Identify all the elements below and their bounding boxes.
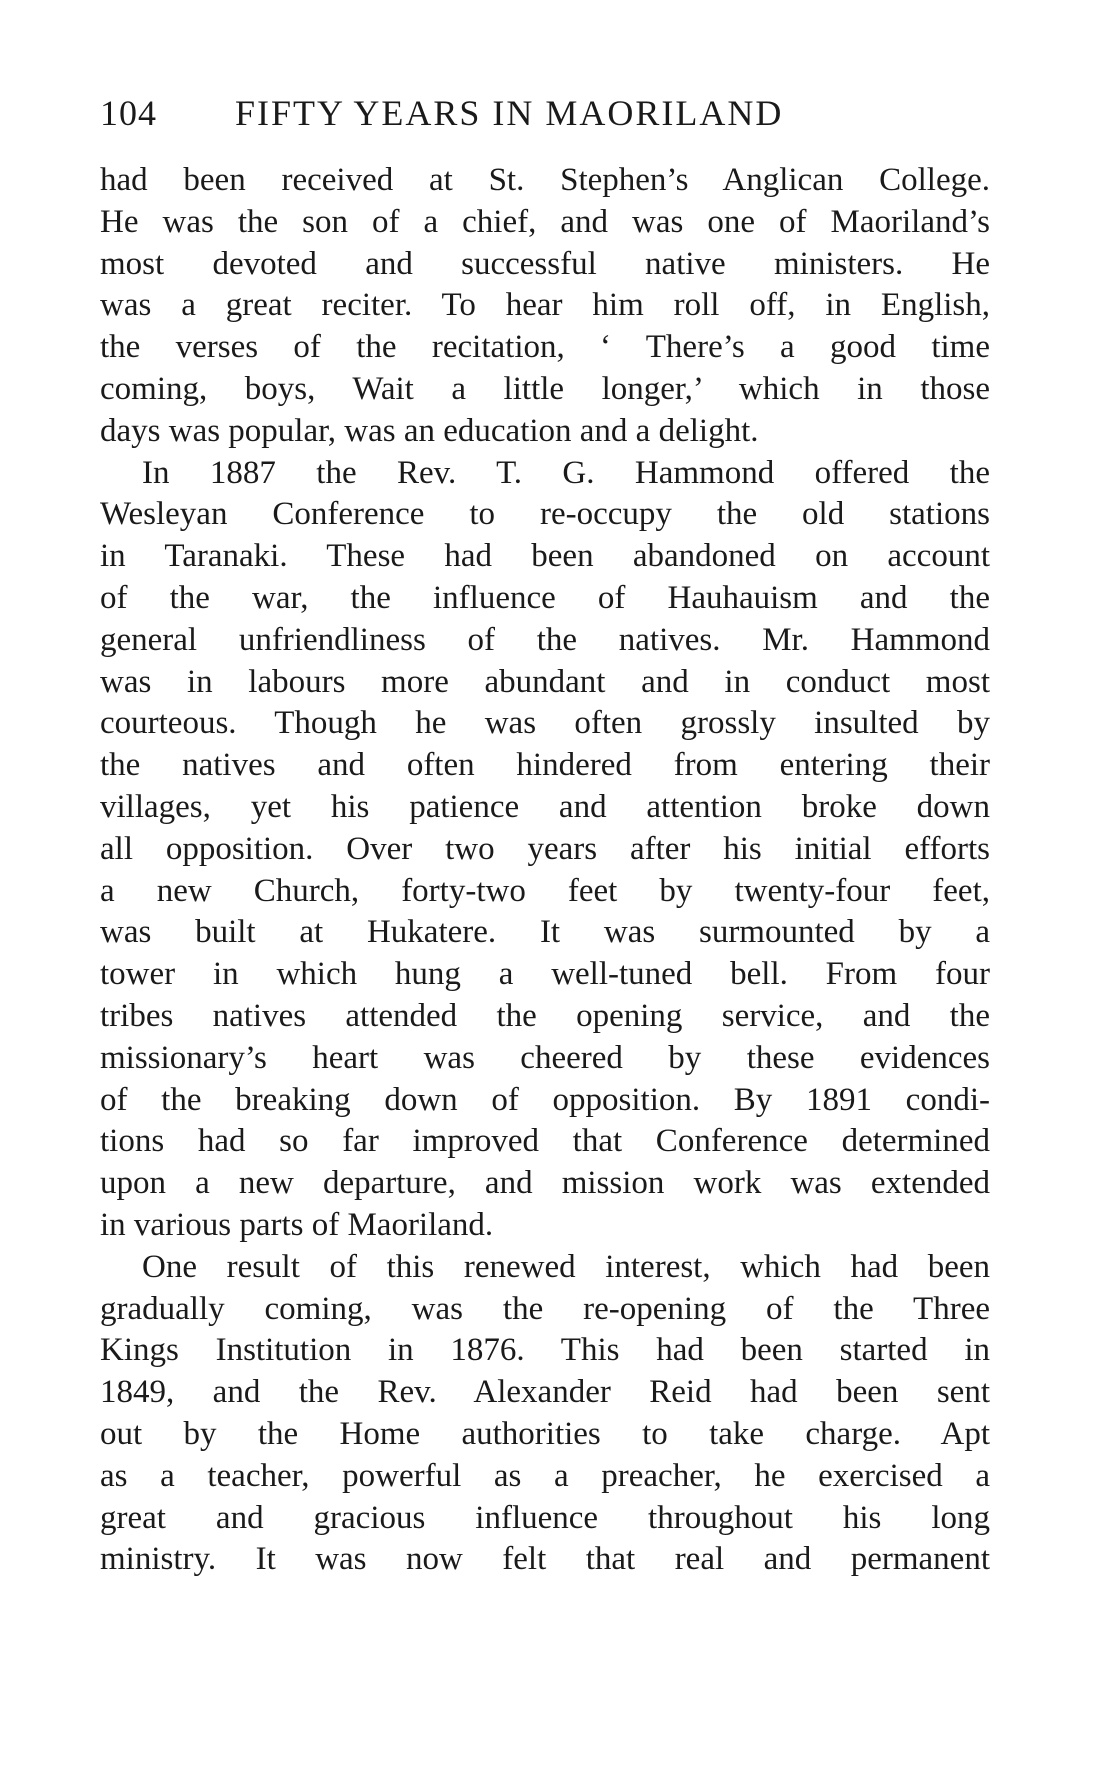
running-head	[100, 92, 1000, 142]
text-line: the natives and often hindered from entering their	[100, 747, 990, 784]
text-line: Wesleyan Conference to re-occupy the old stations	[100, 496, 990, 533]
text-line: of the breaking down of opposition. By 1891 condi-	[100, 1081, 990, 1118]
text-line: in Taranaki. These had been abandoned on account	[100, 538, 990, 575]
text-line: in various parts of Maoriland.	[100, 1206, 494, 1243]
text-line: coming, boys, Wait a little longer,’ which in those	[100, 370, 990, 407]
text-line: He was the son of a chief, and was one of Maoriland’s	[100, 203, 990, 240]
text-line: Kings Institution in 1876. This had been started in	[100, 1332, 990, 1369]
text-line: general unfriendliness of the natives. Mr. Hammond	[100, 621, 990, 658]
text-line: gradually coming, was the re-opening of the Three	[100, 1290, 990, 1327]
text-line: out by the Home authorities to take charge. Apt	[100, 1415, 990, 1452]
text-line: days was popular, was an education and a delight.	[100, 412, 759, 449]
text-line: upon a new departure, and mission work was extended	[100, 1165, 990, 1202]
text-line: had been received at St. Stephen’s Anglican College.	[100, 162, 990, 198]
text-line: as a teacher, powerful as a preacher, he exercised a	[100, 1457, 990, 1494]
text-line: was built at Hukatere. It was surmounted by a	[100, 914, 990, 951]
text-line: of the war, the influence of Hauhauism and the	[100, 579, 990, 616]
paragraph-start-line: In 1887 the Rev. T. G. Hammond offered the	[142, 454, 990, 491]
text-line: all opposition. Over two years after his initial efforts	[100, 830, 990, 867]
running-title: FIFTY YEARS IN MAORILAND	[235, 93, 784, 133]
page-number: 104	[100, 93, 157, 133]
text-line: was a great reciter. To hear him roll off, in English,	[100, 287, 990, 324]
text-line: was in labours more abundant and in conduct most	[100, 663, 990, 700]
text-line: 1849, and the Rev. Alexander Reid had been sent	[100, 1374, 990, 1411]
text-line: ministry. It was now felt that real and permanent	[100, 1541, 990, 1578]
text-line: courteous. Though he was often grossly insulted by	[100, 705, 990, 742]
text-line: villages, yet his patience and attention broke down	[100, 788, 990, 825]
text-line: great and gracious influence throughout his long	[100, 1499, 990, 1536]
text-line: tribes natives attended the opening service, and the	[100, 997, 990, 1034]
text-line: tions had so far improved that Conference determined	[100, 1123, 990, 1160]
text-line: the verses of the recitation, ‘ There’s a good time	[100, 329, 990, 366]
text-line: missionary’s heart was cheered by these evidences	[100, 1039, 990, 1076]
paragraph-start-line: One result of this renewed interest, which had been	[142, 1248, 990, 1285]
body-text	[100, 160, 990, 1581]
text-line: a new Church, forty-two feet by twenty-four feet,	[100, 872, 990, 909]
text-line: most devoted and successful native ministers. He	[100, 245, 990, 282]
text-line: tower in which hung a well-tuned bell. From four	[100, 956, 990, 993]
